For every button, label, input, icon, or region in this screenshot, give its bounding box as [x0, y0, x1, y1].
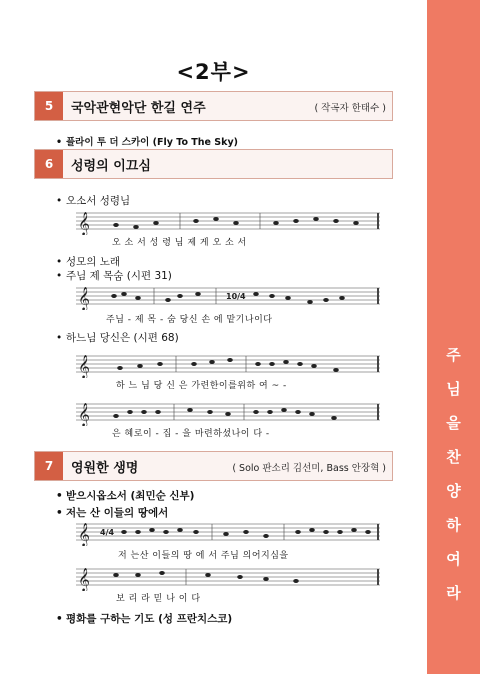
time-signature: 4/4: [100, 528, 115, 537]
bullet-icon: •: [56, 507, 63, 519]
treble-clef-icon: 𝄞: [78, 522, 90, 546]
score-line-2: [76, 284, 380, 326]
side-char: 을: [446, 414, 461, 432]
section-number-badge: 7: [35, 452, 63, 480]
score-line-4: [76, 400, 380, 440]
item-label: 주님 제 목숨 (시편 31): [66, 270, 172, 282]
side-char: 양: [446, 482, 461, 500]
treble-clef-icon: 𝄞: [78, 211, 90, 235]
section-header-6: [34, 149, 393, 179]
bullet-icon: •: [56, 195, 63, 207]
item-label: 오소서 성령님: [66, 195, 131, 207]
lyric-line: 주님 - 제 목 - 숨 당신 손 에 맡기나이다: [106, 315, 273, 325]
music-staff: [76, 520, 380, 546]
music-staff: [76, 209, 380, 235]
score-line-1: [76, 209, 380, 249]
score-line-6: [76, 565, 380, 605]
treble-clef-icon: 𝄞: [78, 567, 90, 591]
section-number-badge: 5: [35, 92, 63, 120]
treble-clef-icon: 𝄞: [78, 286, 90, 310]
section-title: 성령의 이끄심: [71, 159, 151, 174]
side-char: 여: [446, 550, 461, 568]
side-band: [427, 0, 480, 674]
section-note: ( Solo 판소리 김선미, Bass 안장혁 ): [232, 463, 386, 474]
item-label: 저는 산 이들의 땅에서: [66, 507, 169, 519]
side-char: 님: [446, 380, 461, 398]
section-header-7: [34, 451, 393, 481]
section-title: 국악관현악단 한길 연주: [71, 101, 206, 116]
music-staff: [76, 400, 380, 426]
program-item: [56, 134, 238, 148]
bullet-icon: •: [56, 490, 63, 502]
bullet-icon: •: [56, 256, 63, 268]
lyric-line: 은 혜로이 - 집 - 을 마련하셨나이 다 -: [112, 429, 270, 439]
section-number-badge: 6: [35, 150, 63, 178]
side-char: 주: [446, 346, 461, 364]
bullet-icon: •: [56, 613, 63, 625]
score-line-3: [76, 352, 380, 392]
program-item: [56, 193, 130, 208]
lyric-line: 하 느 님 당 신 은 가련한이를위하 여 ~ -: [116, 381, 287, 391]
program-item: [56, 611, 232, 626]
side-char: 하: [446, 516, 461, 534]
bullet-icon: •: [56, 137, 63, 148]
bullet-icon: •: [56, 270, 63, 282]
music-staff: [76, 284, 380, 310]
side-char: 라: [446, 584, 461, 602]
section-title: 영원한 생명: [71, 461, 139, 476]
side-char: 찬: [446, 448, 461, 466]
lyric-line: 저 는산 이들의 땅 에 서 주님 의어지심을: [118, 551, 289, 561]
program-item: [56, 488, 194, 503]
music-staff: [76, 565, 380, 591]
part-title: <2부>: [176, 60, 251, 84]
treble-clef-icon: 𝄞: [78, 402, 90, 426]
time-signature: 10/4: [226, 292, 246, 301]
lyric-line: 오 소 서 성 령 님 제 게 오 소 서: [112, 238, 247, 248]
lyric-line: 보 리 라 믿 나 이 다: [116, 594, 201, 604]
program-item: [56, 330, 179, 345]
item-label: 성모의 노래: [66, 256, 121, 268]
music-staff: [76, 352, 380, 378]
program-item: [56, 254, 120, 269]
side-title-vertical: [427, 338, 480, 610]
program-item: [56, 505, 168, 520]
bullet-icon: •: [56, 332, 63, 344]
program-item: [56, 268, 172, 283]
item-label: 하느님 당신은 (시편 68): [66, 332, 179, 344]
item-label: 받으시옵소서 (최민순 신부): [66, 490, 195, 502]
item-label: 평화를 구하는 기도 (성 프란치스코): [66, 613, 233, 625]
section-note: ( 작곡자 한태수 ): [314, 103, 386, 114]
section-header-5: [34, 91, 393, 121]
treble-clef-icon: 𝄞: [78, 354, 90, 378]
item-label: 플라이 투 더 스카이 (Fly To The Sky): [66, 137, 238, 148]
score-line-5: [76, 520, 380, 562]
